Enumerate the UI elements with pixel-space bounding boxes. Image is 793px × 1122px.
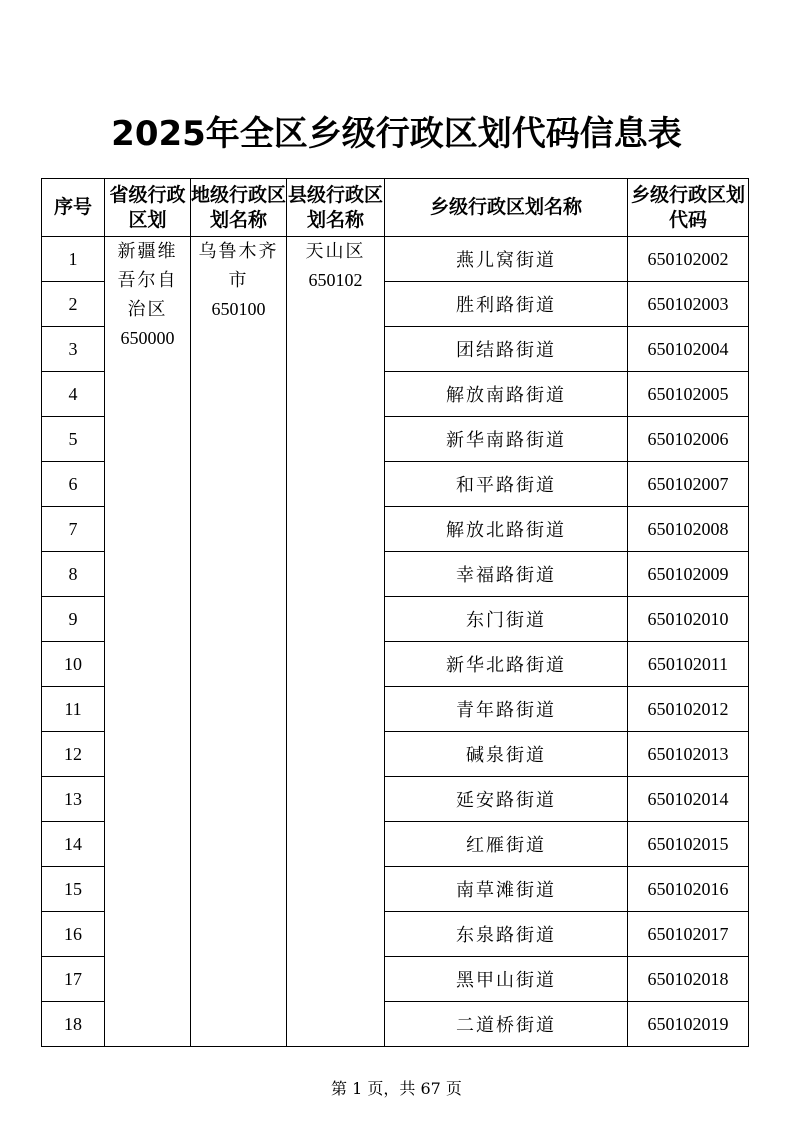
township-name: 团结路街道 bbox=[385, 327, 628, 372]
township-code: 650102004 bbox=[628, 327, 749, 372]
township-name: 南草滩街道 bbox=[385, 867, 628, 912]
row-seq: 2 bbox=[42, 282, 105, 327]
header-township-name: 乡级行政区划名称 bbox=[385, 179, 628, 237]
township-name: 青年路街道 bbox=[385, 687, 628, 732]
township-name: 胜利路街道 bbox=[385, 282, 628, 327]
township-name: 幸福路街道 bbox=[385, 552, 628, 597]
township-name: 燕儿窝街道 bbox=[385, 237, 628, 282]
province-name: 新疆维吾尔自治区 bbox=[117, 241, 178, 320]
township-code: 650102003 bbox=[628, 282, 749, 327]
row-seq: 14 bbox=[42, 822, 105, 867]
row-seq: 16 bbox=[42, 912, 105, 957]
township-code: 650102014 bbox=[628, 777, 749, 822]
township-code: 650102012 bbox=[628, 687, 749, 732]
table-header bbox=[42, 179, 749, 237]
table-body bbox=[42, 237, 749, 1047]
province-code: 650000 bbox=[120, 328, 175, 348]
township-name: 新华南路街道 bbox=[385, 417, 628, 462]
row-seq: 13 bbox=[42, 777, 105, 822]
township-name: 黑甲山街道 bbox=[385, 957, 628, 1002]
division-code-table bbox=[41, 178, 749, 1047]
township-name: 碱泉街道 bbox=[385, 732, 628, 777]
township-code: 650102013 bbox=[628, 732, 749, 777]
county-cell bbox=[287, 237, 385, 1047]
row-seq: 11 bbox=[42, 687, 105, 732]
township-name: 解放北路街道 bbox=[385, 507, 628, 552]
county-name: 天山区 bbox=[305, 241, 366, 262]
township-name: 东泉路街道 bbox=[385, 912, 628, 957]
row-seq: 7 bbox=[42, 507, 105, 552]
row-seq: 9 bbox=[42, 597, 105, 642]
prefecture-name: 乌鲁木齐市 bbox=[198, 241, 279, 291]
township-code: 650102019 bbox=[628, 1002, 749, 1047]
row-seq: 4 bbox=[42, 372, 105, 417]
township-code: 650102010 bbox=[628, 597, 749, 642]
township-code: 650102005 bbox=[628, 372, 749, 417]
township-code: 650102017 bbox=[628, 912, 749, 957]
row-seq: 3 bbox=[42, 327, 105, 372]
township-code: 650102008 bbox=[628, 507, 749, 552]
row-seq: 5 bbox=[42, 417, 105, 462]
row-seq: 6 bbox=[42, 462, 105, 507]
table-row bbox=[42, 237, 749, 282]
row-seq: 15 bbox=[42, 867, 105, 912]
header-seq: 序号 bbox=[42, 179, 105, 237]
township-code: 650102007 bbox=[628, 462, 749, 507]
township-code: 650102018 bbox=[628, 957, 749, 1002]
row-seq: 17 bbox=[42, 957, 105, 1002]
township-name: 解放南路街道 bbox=[385, 372, 628, 417]
row-seq: 8 bbox=[42, 552, 105, 597]
row-seq: 12 bbox=[42, 732, 105, 777]
row-seq: 18 bbox=[42, 1002, 105, 1047]
township-code: 650102009 bbox=[628, 552, 749, 597]
township-name: 红雁街道 bbox=[385, 822, 628, 867]
header-row bbox=[42, 179, 749, 237]
township-code: 650102002 bbox=[628, 237, 749, 282]
township-name: 延安路街道 bbox=[385, 777, 628, 822]
county-code: 650102 bbox=[308, 270, 363, 290]
township-name: 和平路街道 bbox=[385, 462, 628, 507]
prefecture-code: 650100 bbox=[211, 299, 266, 319]
township-code: 650102016 bbox=[628, 867, 749, 912]
header-county: 县级行政区划名称 bbox=[287, 179, 385, 237]
page-footer: 第 1 页，共 67 页 bbox=[331, 1079, 462, 1098]
prefecture-cell bbox=[191, 237, 287, 1047]
township-code: 650102006 bbox=[628, 417, 749, 462]
township-name: 东门街道 bbox=[385, 597, 628, 642]
township-code: 650102015 bbox=[628, 822, 749, 867]
header-prefecture: 地级行政区划名称 bbox=[191, 179, 287, 237]
header-township-code: 乡级行政区划代码 bbox=[628, 179, 749, 237]
header-province: 省级行政区划 bbox=[105, 179, 191, 237]
row-seq: 10 bbox=[42, 642, 105, 687]
township-name: 新华北路街道 bbox=[385, 642, 628, 687]
province-cell bbox=[105, 237, 191, 1047]
row-seq: 1 bbox=[42, 237, 105, 282]
township-code: 650102011 bbox=[628, 642, 749, 687]
township-name: 二道桥街道 bbox=[385, 1002, 628, 1047]
page-title: 2025年全区乡级行政区划代码信息表 bbox=[111, 114, 682, 154]
